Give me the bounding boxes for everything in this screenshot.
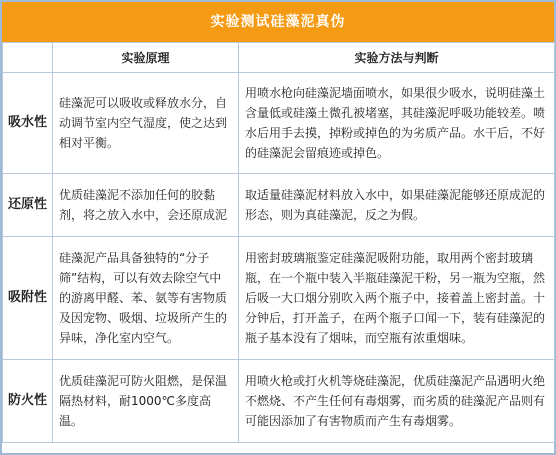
table-row bbox=[3, 73, 555, 174]
table-row bbox=[3, 237, 555, 360]
table-title: 实验测试硅藻泥真伪 bbox=[2, 2, 554, 42]
method-cell: 用喷水枪向硅藻泥墙面喷水，如果很少吸水，说明硅藻土含量低或硅藻土微孔被堵塞，其硅藻泥呼吸功能较差。喷水后用手去摸，掉粉或掉色的为劣质产品。水干后，不好的硅藻泥会留痕迹或掉色。 bbox=[239, 73, 555, 174]
method-cell: 用密封玻璃瓶鉴定硅藻泥吸附功能，取用两个密封玻璃瓶，在一个瓶中装入半瓶硅藻泥干粉，另一瓶为空瓶，然后吸一大口烟分别吹入两个瓶子中，接着盖上密封盖。十分钟后，打开盖子，在两个瓶子口闻一下，装有硅藻泥的瓶子基本没有了烟味，而空瓶有浓重烟味。 bbox=[239, 237, 555, 360]
principle-cell: 优质硅藻泥不添加任何的胶黏剂，将之放入水中，会还原成泥 bbox=[53, 174, 239, 237]
row-label: 防火性 bbox=[3, 360, 53, 443]
method-cell: 用喷火枪或打火机等烧硅藻泥，优质硅藻泥产品遇明火绝不燃烧、不产生任何有毒烟雾，而劣质的硅藻泥产品则有可能因添加了有害物质而产生有毒烟雾。 bbox=[239, 360, 555, 443]
header-principle: 实验原理 bbox=[53, 43, 239, 73]
row-label: 还原性 bbox=[3, 174, 53, 237]
table-row bbox=[3, 360, 555, 443]
row-label: 吸水性 bbox=[3, 73, 53, 174]
principle-cell: 硅藻泥产品具备独特的“分子筛”结构，可以有效去除空气中的游离甲醛、苯、氨等有害物质及因宠物、吸烟、垃圾所产生的异味，净化室内空气。 bbox=[53, 237, 239, 360]
header-method: 实验方法与判断 bbox=[239, 43, 555, 73]
table-row bbox=[3, 174, 555, 237]
method-cell: 取适量硅藻泥材料放入水中，如果硅藻泥能够还原成泥的形态，则为真硅藻泥，反之为假。 bbox=[239, 174, 555, 237]
principle-cell: 优质硅藻泥可防火阻燃，是保温隔热材料，耐1000℃多度高温。 bbox=[53, 360, 239, 443]
row-label: 吸附性 bbox=[3, 237, 53, 360]
header-blank bbox=[3, 43, 53, 73]
comparison-table bbox=[2, 42, 555, 443]
principle-cell: 硅藻泥可以吸收或释放水分，自动调节室内空气湿度，使之达到相对平衡。 bbox=[53, 73, 239, 174]
header-row bbox=[3, 43, 555, 73]
